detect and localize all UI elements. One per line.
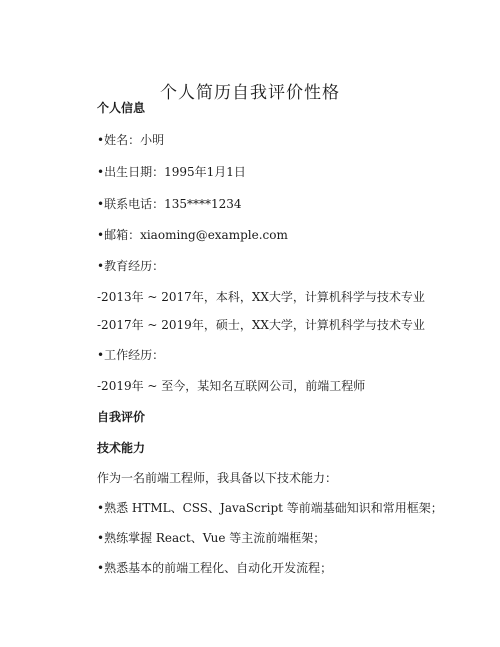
work-item: -2019年 ~ 至今，某知名互联网公司，前端工程师: [97, 379, 366, 393]
info-education-label: •教育经历：: [97, 259, 165, 273]
tech-item-engineering: •熟悉基本的前端工程化、自动化开发流程；: [97, 561, 333, 575]
info-name: •姓名：小明: [97, 133, 165, 147]
section-heading-self-eval: 自我评价: [97, 410, 146, 424]
section-heading-personal-info: 个人信息: [97, 101, 146, 115]
info-phone: •联系电话：135****1234: [97, 197, 242, 211]
education-item-bachelor: -2013年 ~ 2017年，本科，XX大学，计算机科学与技术专业: [97, 290, 425, 304]
info-birthdate: •出生日期：1995年1月1日: [97, 165, 246, 179]
document-title: 个人简历自我评价性格: [160, 83, 340, 103]
section-heading-tech: 技术能力: [97, 441, 146, 455]
tech-item-frameworks: •熟练掌握 React、Vue 等主流前端框架；: [97, 531, 326, 545]
tech-item-basics: •熟悉 HTML、CSS、JavaScript 等前端基础知识和常用框架；: [97, 501, 443, 515]
education-item-master: -2017年 ~ 2019年，硕士，XX大学，计算机科学与技术专业: [97, 318, 425, 332]
info-work-label: •工作经历：: [97, 348, 165, 362]
info-email: •邮箱：xiaoming@example.com: [97, 228, 288, 242]
tech-intro: 作为一名前端工程师，我具备以下技术能力：: [97, 471, 338, 485]
